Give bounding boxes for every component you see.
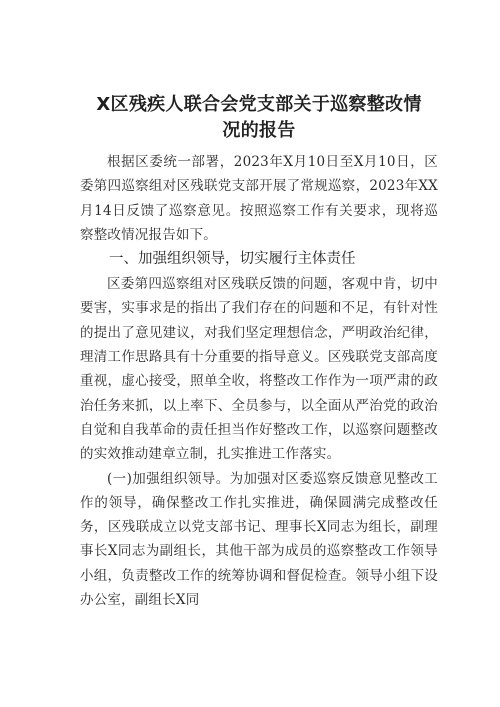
section-1-paragraph: 区委第四巡察组对区残联反馈的问题，客观中肯，切中要害，实事求是的指出了我们存在的问题和不足，有针对性的提出了意见建议，对我们坚定理想信念，严明政治纪律，理清工作思路具有十分重要的指导意义。区残联党支部高度重视，虚心接受，照单全收，将整改工作作为一项严肃的政治任务来抓，以上率下、全员参与，以全面从严治党的政治自觉和自我革命的责任担当作好整改工作，以巡察问题整改的实效推动建章立制，扎实推进工作落实。	[80, 276, 438, 463]
title-line-2: 况的报告	[222, 120, 296, 141]
title-line-1: X区残疾人联合会党支部关于巡察整改情	[96, 94, 422, 115]
document-title	[80, 92, 438, 144]
intro-paragraph: 根据区委统一部署，2023年X月10日至X月10日，区委第四巡察组对区残联党支部开展了常规巡察，2023年XX月14日反馈了巡察意见。按照巡察工作有关要求，现将巡察整改情况报告如下。	[80, 154, 438, 243]
subsection-1-paragraph: (一)加强组织领导。为加强对区委巡察反馈意见整改工作的领导，确保整改工作扎实推进，确保圆满完成整改任务，区残联成立以党支部书记、理事长X同志为组长，副理事长X同志为副组长，其他干部为成员的巡察整改工作领导小组，负责整改工作的统筹协调和督促检查。领导小组下设办公室，副组长X同	[80, 470, 438, 609]
section-1-heading: 一、加强组织领导，切实履行主体责任	[109, 251, 356, 268]
